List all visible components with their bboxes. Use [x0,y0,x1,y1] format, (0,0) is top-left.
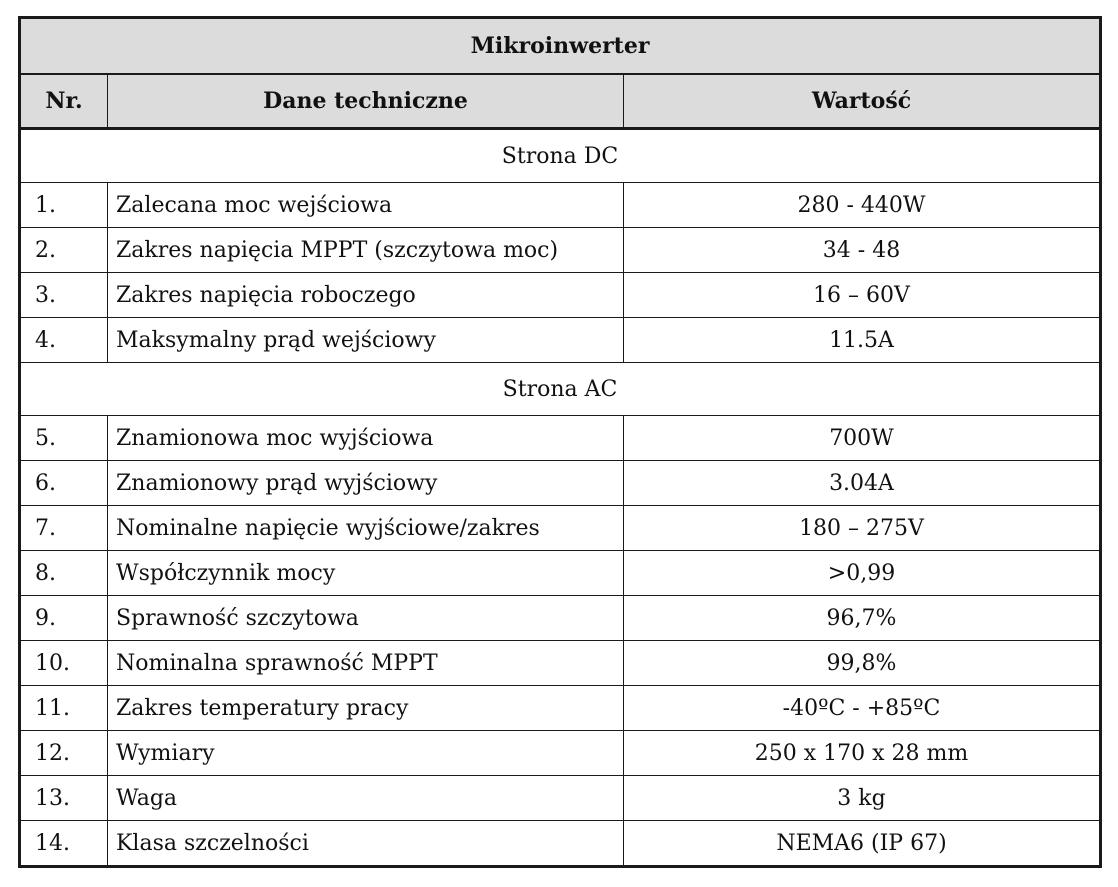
row-number: 13. [20,776,108,821]
row-value: 180 – 275V [624,506,1101,551]
table-title: Mikroinwerter [20,18,1101,75]
row-description: Waga [108,776,624,821]
row-description: Zakres temperatury pracy [108,686,624,731]
row-description: Znamionowa moc wyjściowa [108,416,624,461]
row-number: 1. [20,183,108,228]
row-number: 10. [20,641,108,686]
row-value: 3 kg [624,776,1101,821]
section-label: Strona DC [20,129,1101,183]
section-label: Strona AC [20,363,1101,416]
spec-table [18,16,1102,868]
row-description: Znamionowy prąd wyjściowy [108,461,624,506]
row-number: 8. [20,551,108,596]
row-description: Nominalna sprawność MPPT [108,641,624,686]
table-row [20,551,1101,596]
row-number: 9. [20,596,108,641]
row-number: 14. [20,821,108,867]
row-value: 16 – 60V [624,273,1101,318]
row-value: 700W [624,416,1101,461]
table-row [20,686,1101,731]
row-value: 34 - 48 [624,228,1101,273]
table-row [20,821,1101,867]
row-value: 3.04A [624,461,1101,506]
row-description: Klasa szczelności [108,821,624,867]
table-row [20,318,1101,363]
row-description: Współczynnik mocy [108,551,624,596]
table-row [20,416,1101,461]
row-value: 11.5A [624,318,1101,363]
row-number: 7. [20,506,108,551]
row-value: -40ºC - +85ºC [624,686,1101,731]
table-row [20,731,1101,776]
row-number: 12. [20,731,108,776]
row-description: Nominalne napięcie wyjściowe/zakres [108,506,624,551]
header-desc: Dane techniczne [108,74,624,129]
header-row [20,74,1101,129]
spec-table-wrapper [18,16,1099,868]
row-description: Zalecana moc wejściowa [108,183,624,228]
section-row-ac [20,363,1101,416]
table-row [20,596,1101,641]
row-value: NEMA6 (IP 67) [624,821,1101,867]
title-row [20,18,1101,75]
row-value: 96,7% [624,596,1101,641]
table-row [20,776,1101,821]
row-number: 3. [20,273,108,318]
table-row [20,183,1101,228]
row-value: >0,99 [624,551,1101,596]
row-number: 11. [20,686,108,731]
table-row [20,273,1101,318]
table-row [20,228,1101,273]
row-number: 5. [20,416,108,461]
row-value: 250 x 170 x 28 mm [624,731,1101,776]
row-description: Maksymalny prąd wejściowy [108,318,624,363]
table-row [20,461,1101,506]
row-value: 280 - 440W [624,183,1101,228]
header-nr: Nr. [20,74,108,129]
row-number: 4. [20,318,108,363]
section-row-dc [20,129,1101,183]
row-description: Wymiary [108,731,624,776]
row-description: Sprawność szczytowa [108,596,624,641]
row-number: 6. [20,461,108,506]
header-value: Wartość [624,74,1101,129]
table-row [20,506,1101,551]
row-number: 2. [20,228,108,273]
row-description: Zakres napięcia MPPT (szczytowa moc) [108,228,624,273]
row-description: Zakres napięcia roboczego [108,273,624,318]
table-row [20,641,1101,686]
row-value: 99,8% [624,641,1101,686]
